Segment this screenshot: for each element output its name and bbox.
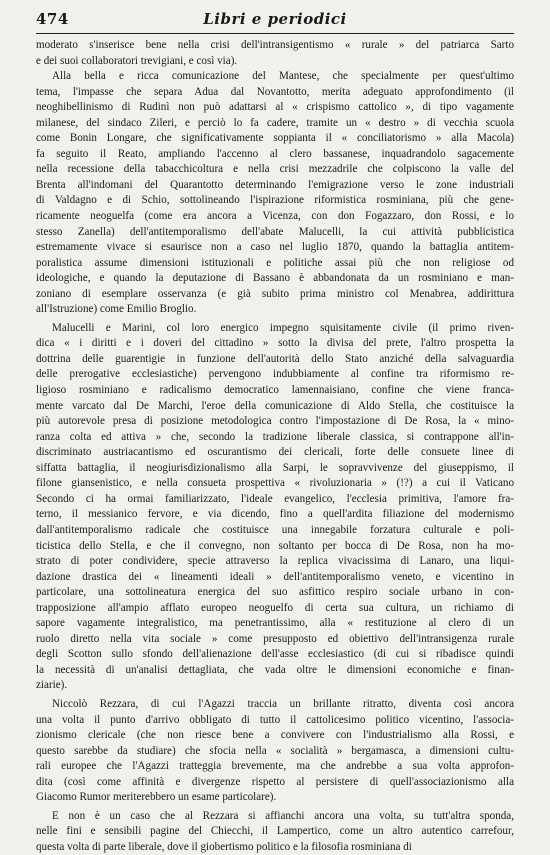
text-line: Giacomo Rumor meriterebbero un esame particolare). [36,791,277,804]
text-line: moderato s'inserisce bene nella crisi dell'intransigentismo « rurale » del patriarca Sarto [36,39,514,51]
text-line: poralistica assume dimensioni istituzionali e politiche assai più che non religiose od [36,256,514,269]
text-line: ruolo diretto nella vita sociale » come presupposto ed obiettivo dell'intransigenza rurale [36,632,514,645]
text-line: dica « i diritti e i doveri del cittadino » sotto la divisa del prete, l'altro prospetta la [36,337,514,350]
text-line: nelle fini e sensibili pagine del Chiecchi, il Lampertico, come un altro autentico carrefour, [36,825,514,838]
text-line: sapore vagamente integralistico, ma penetrantissimo, alla « restituzione al clero di un [36,617,514,630]
text-line: fa seguito il Reato, ampliando l'accenno al clero bassanese, inquadrandolo sagacemente [36,147,514,160]
text-line: E non è un caso che al Rezzara si affianchi ancora una volta, su tutt'altra sponda, [52,809,514,822]
text-line: estremamente vivace si esaurisce non a caso nel luglio 1870, quando la battaglia antitem- [36,241,514,254]
text-line: come Bonin Longare, che significativamente soppianta il « conciliatorismo » alla Macola) [36,132,514,145]
text-line: Alla bella e ricca comunicazione del Mantese, che specialmente per quest'ultimo [52,70,514,83]
header-rule [36,33,514,34]
text-line: filone giansenistico, e nella consueta prospettiva « rivoluzionaria » (!?) a cui il Vaticano [36,477,514,490]
text-line: ranza colta ed attiva » che, secondo la tradizione liberale classica, si contrappone all'in- [36,430,514,443]
text-line: Brenta all'indomani del Quarantotto determinando l'emigrazione verso le zone industriali [36,178,514,191]
paragraph [36,38,514,69]
text-line: dita (così come affinità e divergenze rispetto al persistere di quell'associazionismo alla [36,775,514,788]
text-line: zoniano di esemplare osservanza (e già subito prima ministro col Menabrea, addirittura [36,287,514,300]
text-line: neoghibellinismo di Rudinì non può adattarsi al « crispismo cattolico », di tipo vagamente [36,101,514,114]
text-line: dazione drastica dei « lineamenti ideali » dell'antitemporalismo veneto, e vicentino in [36,570,514,583]
text-line: strato di poter condividere, specie attraverso la replica vivacissima di Lanaro, una liqui- [36,555,514,568]
text-line: nella recessione della tabacchicoltura e nella crisi mezzadrile che colpiscono la valle del [36,163,514,176]
text-line: ticistica dello Stella, e che il convegno, non soltanto per bocca di De Rosa, non ha mo- [36,539,514,552]
text-line: la necessità di un'analisi dettagliata, che vada oltre le dimensioni economiche e finan- [36,663,514,676]
page-number: 474 [36,10,69,28]
text-line: Niccolò Rezzara, di cui l'Agazzi traccia un brillante ritratto, diventa così ancora [52,697,514,710]
text-line: Malucelli e Marini, col loro energico impegno squisitamente civile (il primo riven- [52,321,514,334]
text-line: all'Istruzione) come Emilio Broglio. [36,303,197,316]
text-line: Secondo ci ha ormai familiarizzato, l'ideale evangelico, l'ecclesia primitiva, l'amore fra- [36,492,514,505]
text-line: ligioso rosminiano e radicalismo democratico lamennaisiano, confine che viene franca- [36,384,514,397]
text-line: ziarie). [36,679,68,692]
text-line: e dei suoi collaboratori trevigiani, e così via). [36,54,238,67]
text-line: questo sarebbe da studiare) che sfocia nella « socialità » bergamasca, a dimensioni cultu- [36,744,514,757]
text-line: di Valdagno e di Schio, sottolineando l'ispirazione riformistica rosminiana, più che gene- [36,194,514,207]
text-line: mente varcato dal De Marchi, l'eroe della comunicazione di Aldo Stella, che costituisce la [36,399,514,412]
running-title: Libri e periodici [203,10,347,28]
paragraph [36,69,514,318]
text-line: ideologiche, e quando la deputazione di Bassano è abbandonata da un rosminiano e man- [36,272,514,285]
paragraph [36,809,514,855]
text-line: rali europee che l'Agazzi tratteggia brevemente, ma che andrebbe a sua volta approfon- [36,760,514,773]
paragraph [36,697,514,806]
text-line: siffatta battaglia, il neogiurisdizionalismo alla Sarpi, le sopravvivenze del giuseppismo, il [36,461,514,474]
text-line: zionismo clericale (che non riesce bene a convivere con l'industrialismo alla Rossi, e [36,729,514,742]
text-line: stesso Zanella) dell'antitemporalismo dell'abate Malucelli, la cui attività pubblicistica [36,225,514,238]
text-line: trapposizione all'ampio afflato europeo neoguelfo di certa sua cultura, un richiamo di [36,601,514,614]
text-line: degli Scotton sullo sfondo dell'alienazione dell'asse ecclesiastico (di cui si ribadisce quindi [36,648,514,661]
text-line: terno, il messianico fervore, e via dicendo, fino a quell'ardita filiazione del modernismo [36,508,514,521]
text-line: più autorevole presa di posizione metodologica contro l'impostazione di De Rosa, la « mino- [36,415,514,428]
text-line: ricamente neoguelfa (come era ancora a Vicenza, con don Fogazzaro, don Rossi, e lo [36,210,514,223]
text-line: dall'antitemporalismo radicale che costituisce una innegabile forzatura culturale e poli- [36,523,514,536]
text-line: delle prerogative ecclesiastiche) pervengono indubbiamente al confine tra riformismo re- [36,368,514,381]
text-line: una volta il punto d'arrivo obbligato di tutto il cattolicesimo politico vicentino, l'associa- [36,713,514,726]
paragraph [36,321,514,694]
text-line: discriminato austriacantismo ed oscurantismo dei clericali, forte delle consuete linee di [36,446,514,459]
text-line: questa volta di parte liberale, dove il giobertismo politico e la filosofia rosminiana di [36,840,412,853]
text-line: particolare, una sottolineatura energica del suo asfittico respiro sociale urbano in con- [36,586,514,599]
text-line: dottrina delle guarentigie in funzione dell'autorità dello Stato anziché della salvaguardia [36,352,514,365]
body-text [36,38,514,855]
text-line: milanese, del sindaco Zileri, e perciò lo fa cadere, tramite un « destro » di vecchia scuola [36,116,514,129]
text-line: tema, l'impasse che separa Adua dal Novantotto, merita adeguato approfondimento (il [36,85,514,98]
page-header [36,10,514,32]
